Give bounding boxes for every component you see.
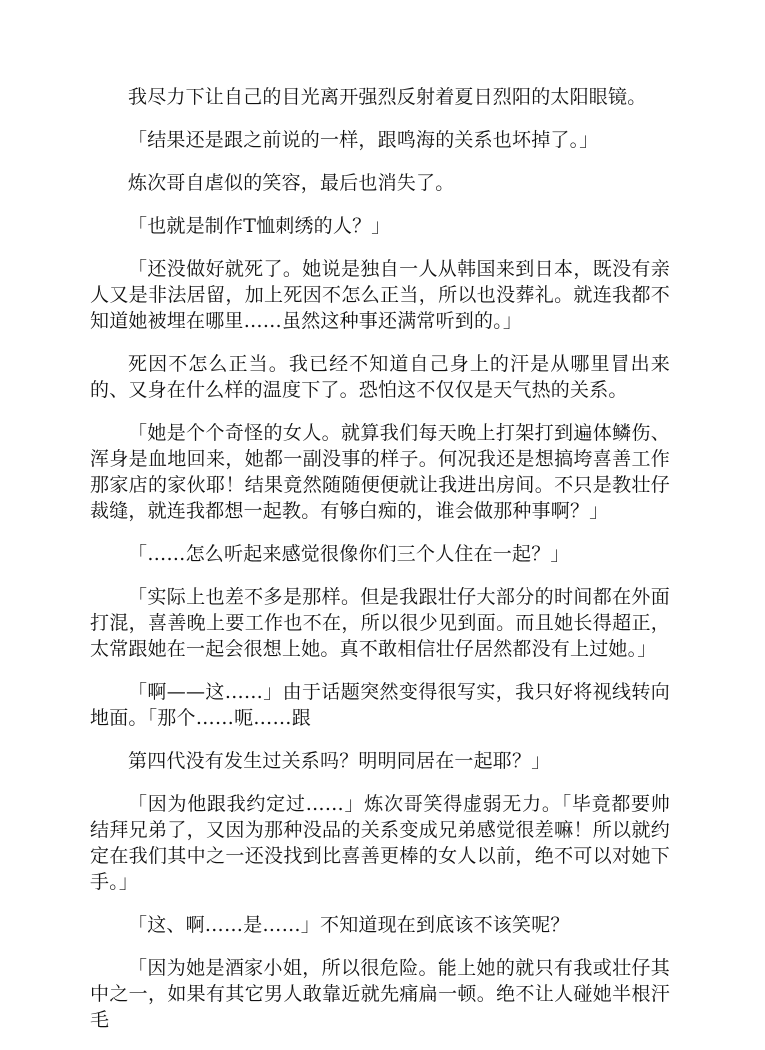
paragraph: 第四代没有发生过关系吗？明明同居在一起耶？」 (128, 750, 551, 772)
paragraph: 炼次哥自虐似的笑容，最后也消失了。 (128, 172, 455, 194)
paragraph: 死因不怎么正当。我已经不知道自己身上的汗是从哪里冒出来的、又身在什么样的温度下了。恐怕这不仅仅是天气热的关系。 (90, 353, 670, 401)
paragraph: 「实际上也差不多是那样。但是我跟壮仔大部分的时间都在外面打混，喜善晚上要工作也不在，所以很少见到面。而且她长得超正，太常跟她在一起会很想上她。真不敢相信壮仔居然都没有上过她。」 (90, 586, 670, 660)
paragraph: 我尽力下让自己的目光离开强烈反射着夏日烈阳的太阳眼镜。 (128, 86, 647, 108)
paragraph: 「还没做好就死了。她说是独自一人从韩国来到日本，既没有亲人又是非法居留，加上死因不怎么正当，所以也没葬礼。就连我都不知道她被埋在哪里……虽然这种事还满常听到的。」 (90, 258, 670, 332)
paragraph: 「……怎么听起来感觉很像你们三个人住在一起？」 (128, 543, 570, 565)
paragraph: 「她是个个奇怪的女人。就算我们每天晚上打架打到遍体鳞伤、浑身是血地回来，她都一副没事的样子。何况我还是想搞垮喜善工作那家店的家伙耶！结果竟然随随便便就让我进出房间。不只是教壮仔裁缝，就连我都想一起教。有够白痴的，谁会做那种事啊？」 (90, 422, 670, 522)
paragraph: 「因为他跟我约定过……」炼次哥笑得虚弱无力。「毕竟都要帅结拜兄弟了，又因为那种没品的关系变成兄弟感觉很差嘛！所以就约定在我们其中之一还没找到比喜善更棒的女人以前，绝不可以对她下手。」 (90, 793, 670, 893)
paragraph: 「结果还是跟之前说的一样，跟鸣海的关系也坏掉了。」 (128, 129, 599, 151)
paragraph: 「因为她是酒家小姐，所以很危险。能上她的就只有我或壮仔其中之一，如果有其它男人敢靠近就先痛扁一顿。绝不让人碰她半根汗毛 (90, 957, 670, 1031)
book-page (90, 84, 670, 1050)
paragraph: 「也就是制作T恤刺绣的人？」 (128, 215, 391, 237)
paragraph: 「这、啊……是……」不知道现在到底该不该笑呢？ (128, 914, 570, 936)
paragraph: 「啊——这……」由于话题突然变得很写实，我只好将视线转向地面。「那个……呃……跟 (90, 681, 670, 729)
